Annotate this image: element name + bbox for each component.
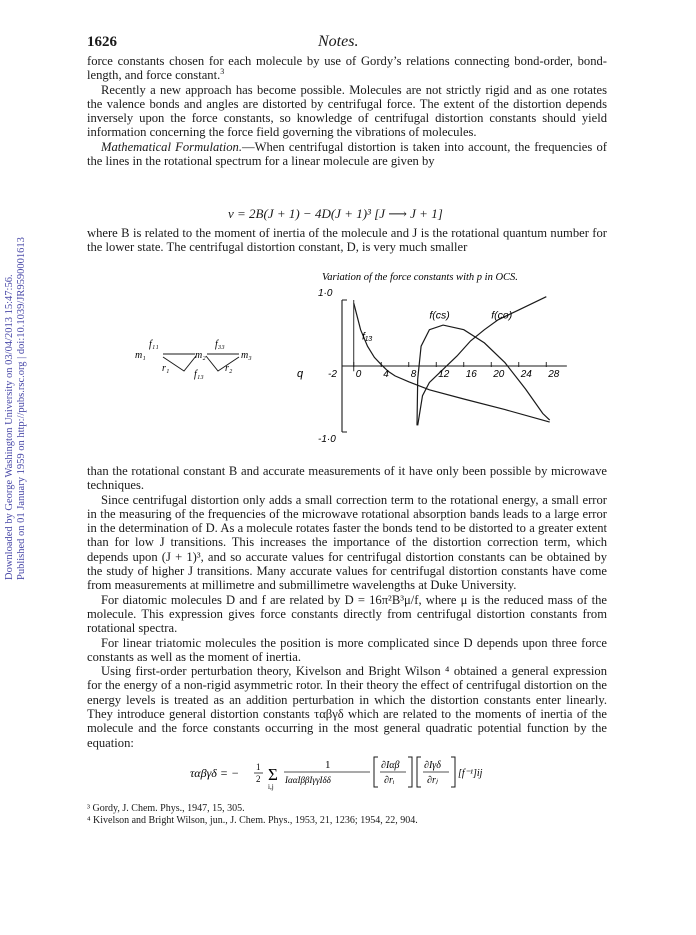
y-tick-label: 1·0 <box>318 288 333 299</box>
paragraph: For diatomic molecules D and f are related by D = 16π²B³μ/f, where μ is the reduced mass of the molecule. This expression gives force constants directly from centrifugal distortion constants from rotational spectra. <box>87 592 607 636</box>
footnote-3: ³ Gordy, J. Chem. Phys., 1947, 15, 305. <box>87 803 245 814</box>
molecule-label: r₂ <box>225 363 233 374</box>
x-tick-label: 20 <box>493 369 505 380</box>
download-watermark <box>0 140 28 580</box>
eq-denominator: IααIββIγγIδδ <box>285 775 331 785</box>
x-tick-label: 28 <box>548 369 560 380</box>
molecule-label: m₂ <box>195 350 206 361</box>
chart-axes <box>342 300 567 432</box>
series-label: f(cs) <box>429 309 450 322</box>
x-tick-label: 8 <box>410 369 417 380</box>
x-axis-label: q <box>297 368 304 380</box>
eq-sum-index: i,j <box>268 783 274 791</box>
molecule-label: m₁ <box>135 350 146 361</box>
molecule-label: m₃ <box>241 350 252 361</box>
footnote-4: ⁴ Kivelson and Bright Wilson, jun., J. Chem. Phys., 1953, 21, 1236; 1954, 22, 904. <box>87 815 418 826</box>
equation-tau <box>190 753 530 793</box>
paragraph: Recently a new approach has become possible. Molecules are not strictly rigid and as one rotates the valence bonds and angles are distorted by centrifugal force. The extent of the distortion depends inversely upon the force constants, so knowledge of centrifugal distortion constants should yield information concerning the force field governing the vibrations of molecules. <box>87 82 607 140</box>
molecule-label: r₁ <box>162 363 170 374</box>
paragraph: Using first-order perturbation theory, Kivelson and Bright Wilson ⁴ obtained a general expression for the energy of a non-rigid asymmetric rotor. In their theory the effect of centrifugal distortion on the energy levels is treated as an addition perturbation in which the distortion constants enter linearly. They introduce general distortion constants ταβγδ which are related to the moments of inertia of the molecule and the force constants occurring in the most general quadratic potential function by the equation: <box>87 664 607 750</box>
eq-sum: Σ <box>268 765 278 784</box>
eq-lhs: ταβγδ = − <box>190 766 240 780</box>
figure <box>87 267 607 462</box>
x-tick-label: 16 <box>465 369 477 380</box>
eq-b2-top: ∂Iγδ <box>424 760 441 771</box>
chart-series <box>354 297 550 426</box>
x-tick-label: 12 <box>438 369 450 380</box>
eq-half-num: 1 <box>256 762 261 772</box>
bond-line <box>206 356 239 371</box>
figure-svg <box>87 267 607 462</box>
series-label: f₁₃ <box>362 330 373 343</box>
paragraph: where B is related to the moment of inertia of the molecule and J is the rotational quantum number for the lower state. The centrifugal distortion constant, D, is very much smaller <box>87 226 607 255</box>
x-tick-label: 24 <box>520 369 532 380</box>
paragraph: For linear triatomic molecules the position is more complicated since D depends upon three force constants as well as the moment of inertia. <box>87 635 607 664</box>
eq-one: 1 <box>325 759 331 771</box>
molecule-label: f₁₃ <box>194 369 204 380</box>
page-number: 1626 <box>87 34 117 50</box>
eq-b1-bot: ∂rᵢ <box>384 775 395 786</box>
x-tick-label: -2 <box>328 369 337 380</box>
paragraph: than the rotational constant B and accurate measurements of it have only been possible by microwave techniques. <box>87 464 607 493</box>
ref-mark: 3 <box>220 67 225 77</box>
x-tick-label: 4 <box>383 369 389 380</box>
page-title: Notes. <box>318 33 359 50</box>
molecule-label: f₃₃ <box>215 339 225 350</box>
body-text-mid <box>87 226 607 255</box>
y-tick-label: -1·0 <box>318 434 336 445</box>
body-text-top <box>87 54 607 168</box>
eq-b1-top: ∂Iαβ <box>381 760 400 771</box>
paragraph: Since centrifugal distortion only adds a small correction term to the rotational energy, a small error in the measuring of the frequencies of the microwave rotational absorption bands leads to a large error in the determination of D. As a molecule rotates faster the bonds tend to be distorted to a greater extent than for low J transitions. This increases the importance of the distortion correction term, which depends upon (J + 1)³, and so accurate values for centrifugal distortion constants can be obtained by the study of higher J transitions. Many accurate values for centrifugal distortion constants have come from measurements at millimetre and submillimetre wavelengths at Duke University. <box>87 492 607 593</box>
paragraph: force constants chosen for each molecule by use of Gordy’s relations connecting bond-order, bond-length, and force constant.$^3$ <box>87 54 607 83</box>
paragraph: Mathematical Formulation.—When centrifugal distortion is taken into account, the frequencies of the lines in the rotational spectrum for a linear molecule are given by <box>87 139 607 169</box>
molecule-label: f₁₁ <box>149 339 159 350</box>
body-text-bottom <box>87 464 607 750</box>
doi-link[interactable]: Published on 01 January 1959 on http://pubs.rsc.org | doi:10.1039/JR9590001613 <box>16 237 27 580</box>
section-heading: Mathematical Formulation. <box>101 139 242 154</box>
eq-half-den: 2 <box>256 774 261 784</box>
molecule-diagram <box>135 339 252 380</box>
eq-tail: [f⁻¹]ij <box>458 768 483 779</box>
series-label: f(co) <box>491 309 513 322</box>
x-tick-label: 0 <box>355 369 362 380</box>
eq-b2-bot: ∂rⱼ <box>427 775 438 786</box>
figure-caption: Variation of the force constants with p in OCS. <box>322 272 518 283</box>
series-line <box>354 303 550 422</box>
download-notice: Downloaded by George Washington University on 03/04/2013 15:47:56. <box>4 274 15 580</box>
equation-frequency: ν = 2B(J + 1) − 4D(J + 1)³ [J ⟶ J + 1] <box>228 206 443 221</box>
